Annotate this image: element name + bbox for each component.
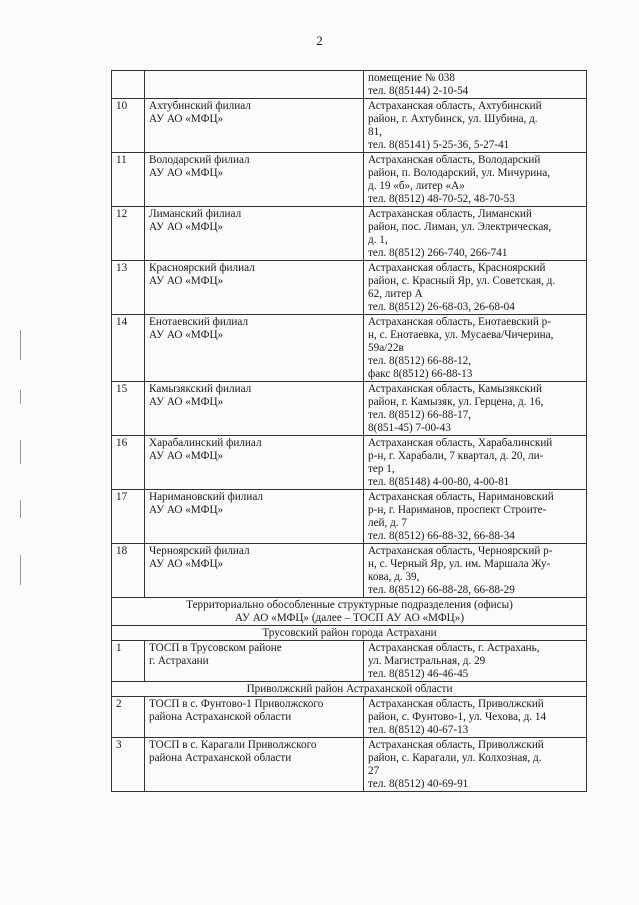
- office-address-line: тел. 8(85148) 4-00-80, 4-00-81: [368, 476, 510, 488]
- office-address-line: район, пос. Лиман, ул. Электрическая,: [368, 221, 552, 233]
- office-name: [145, 261, 364, 315]
- row-number: 18: [112, 544, 145, 598]
- office-address-line: н, с. Енотаевка, ул. Мусаева/Чичерина,: [368, 329, 554, 341]
- row-number: 12: [112, 207, 145, 261]
- row-number: [112, 71, 145, 99]
- office-address-line: Астраханская область, Черноярский р-: [368, 545, 553, 557]
- office-name-line: АУ АО «МФЦ»: [149, 167, 224, 179]
- office-address-line: район, с. Красный Яр, ул. Советская, д.: [368, 275, 556, 287]
- office-name-line: Енотаевский филиал: [149, 316, 249, 328]
- section-header-cell: [112, 598, 587, 626]
- office-address-line: Астраханская область, Приволжский: [368, 739, 544, 751]
- office-address: [364, 490, 587, 544]
- office-name-line: Харабалинский филиал: [149, 437, 262, 449]
- office-name-line: АУ АО «МФЦ»: [149, 221, 224, 233]
- row-number: 10: [112, 99, 145, 153]
- binding-marks: [20, 330, 30, 590]
- office-address-line: кова, д. 39,: [368, 571, 420, 583]
- table-row: [112, 261, 587, 315]
- table-row: [112, 436, 587, 490]
- table-row: [112, 207, 587, 261]
- office-name-line: ТОСП в Трусовском районе: [149, 642, 282, 654]
- office-address-line: д. 19 «б», литер «А»: [368, 180, 465, 192]
- office-address: [364, 261, 587, 315]
- office-name-line: Володарский филиал: [149, 154, 250, 166]
- row-number: 17: [112, 490, 145, 544]
- office-name: [145, 71, 364, 99]
- office-name-line: АУ АО «МФЦ»: [149, 329, 224, 341]
- office-name-line: АУ АО «МФЦ»: [149, 504, 224, 516]
- office-name: [145, 153, 364, 207]
- district-header-cell: [112, 682, 587, 697]
- office-address-line: тел. 8(8512) 266-740, 266-741: [368, 247, 508, 259]
- office-address-line: тел. 8(8512) 66-88-28, 66-88-29: [368, 584, 515, 596]
- office-name-line: Камызякский филиал: [149, 383, 252, 395]
- section-header: [112, 598, 587, 626]
- office-name-line: АУ АО «МФЦ»: [149, 113, 224, 125]
- office-address-line: факс 8(8512) 66-88-13: [368, 368, 473, 380]
- district-header: [112, 682, 587, 697]
- office-address-line: н, с. Черный Яр, ул. им. Маршала Жу-: [368, 558, 551, 570]
- row-number: 15: [112, 382, 145, 436]
- office-address: [364, 544, 587, 598]
- office-address-line: 8(851-45) 7-00-43: [368, 422, 451, 434]
- office-address-line: район, г. Ахтубинск, ул. Шубина, д.: [368, 113, 538, 125]
- office-name: [145, 99, 364, 153]
- office-name-line: Черноярский филиал: [149, 545, 250, 557]
- table-row: [112, 71, 587, 99]
- office-address: [364, 382, 587, 436]
- office-name-line: района Астраханской области: [149, 752, 292, 764]
- office-name: [145, 490, 364, 544]
- office-name-line: Наримановский филиал: [149, 491, 264, 503]
- office-name: [145, 315, 364, 382]
- table-row: [112, 697, 587, 738]
- office-address: [364, 641, 587, 682]
- office-address-line: тел. 8(8512) 48-70-52, 48-70-53: [368, 193, 515, 205]
- district-header-line: Приволжский район Астраханской области: [246, 683, 453, 695]
- table-row: [112, 153, 587, 207]
- office-address-line: р-н, г. Харабали, 7 квартал, д. 20, ли-: [368, 450, 544, 462]
- office-name-line: АУ АО «МФЦ»: [149, 450, 224, 462]
- office-address-line: Астраханская область, Лиманский: [368, 208, 532, 220]
- office-address-line: 81,: [368, 126, 382, 138]
- office-address-line: район, г. Камызяк, ул. Герцена, д. 16,: [368, 396, 544, 408]
- office-address-line: тел. 8(8512) 46-46-45: [368, 668, 469, 680]
- office-address-line: Астраханская область, Красноярский: [368, 262, 546, 274]
- office-address-line: район, с. Карагали, ул. Колхозная, д.: [368, 752, 542, 764]
- section-header-line: АУ АО «МФЦ» (далее – ТОСП АУ АО «МФЦ»): [234, 612, 465, 624]
- office-address-line: ул. Магистральная, д. 29: [368, 655, 486, 667]
- table-row: [112, 99, 587, 153]
- offices-table: [111, 70, 587, 792]
- office-address-line: район, п. Володарский, ул. Мичурина,: [368, 167, 551, 179]
- office-address-line: р-н, г. Нариманов, проспект Строите-: [368, 504, 547, 516]
- office-address-line: тел. 8(85144) 2-10-54: [368, 85, 469, 97]
- row-number: 16: [112, 436, 145, 490]
- office-address-line: Астраханская область, Енотаевский р-: [368, 316, 551, 328]
- district-header-line: Трусовский район города Астрахани: [262, 627, 437, 639]
- office-name: [145, 738, 364, 792]
- office-address: [364, 71, 587, 99]
- office-address-line: д. 1,: [368, 234, 388, 246]
- row-number: 11: [112, 153, 145, 207]
- office-name-line: АУ АО «МФЦ»: [149, 558, 224, 570]
- row-number: 2: [112, 697, 145, 738]
- office-name-line: Лиманский филиал: [149, 208, 242, 220]
- office-address-line: лей, д. 7: [368, 517, 408, 529]
- office-address: [364, 436, 587, 490]
- office-address-line: Астраханская область, Володарский: [368, 154, 541, 166]
- office-address-line: 27: [368, 765, 380, 777]
- office-address: [364, 738, 587, 792]
- office-address: [364, 153, 587, 207]
- row-number: 1: [112, 641, 145, 682]
- district-header-cell: [112, 626, 587, 641]
- office-address-line: тел. 8(8512) 66-88-32, 66-88-34: [368, 530, 515, 542]
- office-name-line: ТОСП в с. Карагали Приволжского: [149, 739, 317, 751]
- office-name-line: г. Астрахани: [149, 655, 209, 667]
- office-address-line: Астраханская область, г. Астрахань,: [368, 642, 540, 654]
- table-row: [112, 490, 587, 544]
- office-address-line: Астраханская область, Наримановский: [368, 491, 554, 503]
- table-row: [112, 641, 587, 682]
- office-name: [145, 697, 364, 738]
- table-row: [112, 382, 587, 436]
- office-name-line: АУ АО «МФЦ»: [149, 275, 224, 287]
- office-address: [364, 207, 587, 261]
- office-address-line: тел. 8(85141) 5-25-36, 5-27-41: [368, 139, 510, 151]
- office-address-line: Астраханская область, Харабалинский: [368, 437, 553, 449]
- row-number: 14: [112, 315, 145, 382]
- section-header-line: Территориально обособленные структурные подразделения (офисы): [186, 599, 513, 611]
- office-address-line: тел. 8(8512) 66-88-17,: [368, 409, 472, 421]
- office-name-line: Ахтубинский филиал: [149, 100, 251, 112]
- office-address-line: тер 1,: [368, 463, 395, 475]
- office-address-line: тел. 8(8512) 66-88-12,: [368, 355, 472, 367]
- office-name-line: Красноярский филиал: [149, 262, 255, 274]
- office-name: [145, 207, 364, 261]
- office-name-line: АУ АО «МФЦ»: [149, 396, 224, 408]
- row-number: 13: [112, 261, 145, 315]
- office-address-line: Астраханская область, Камызякский: [368, 383, 542, 395]
- office-address-line: 62, литер А: [368, 288, 423, 300]
- office-name: [145, 382, 364, 436]
- row-number: 3: [112, 738, 145, 792]
- office-name: [145, 436, 364, 490]
- office-address-line: тел. 8(8512) 40-69-91: [368, 778, 469, 790]
- office-address: [364, 99, 587, 153]
- office-address-line: тел. 8(8512) 26-68-03, 26-68-04: [368, 301, 515, 313]
- district-header: [112, 626, 587, 641]
- office-address-line: Астраханская область, Приволжский: [368, 698, 544, 710]
- office-address-line: помещение № 038: [368, 72, 455, 84]
- office-name: [145, 544, 364, 598]
- office-address: [364, 697, 587, 738]
- office-address-line: 59а/22в: [368, 342, 404, 354]
- office-name-line: района Астраханской области: [149, 711, 292, 723]
- office-address-line: Астраханская область, Ахтубинский: [368, 100, 542, 112]
- office-address: [364, 315, 587, 382]
- page-number: 2: [316, 33, 323, 48]
- office-name: [145, 641, 364, 682]
- office-address-line: тел. 8(8512) 40-67-13: [368, 724, 469, 736]
- table-row: [112, 738, 587, 792]
- offices-table-body: [112, 71, 587, 792]
- table-row: [112, 544, 587, 598]
- office-name-line: ТОСП в с. Фунтово-1 Приволжского: [149, 698, 324, 710]
- office-address-line: район, с. Фунтово-1, ул. Чехова, д. 14: [368, 711, 547, 723]
- table-row: [112, 315, 587, 382]
